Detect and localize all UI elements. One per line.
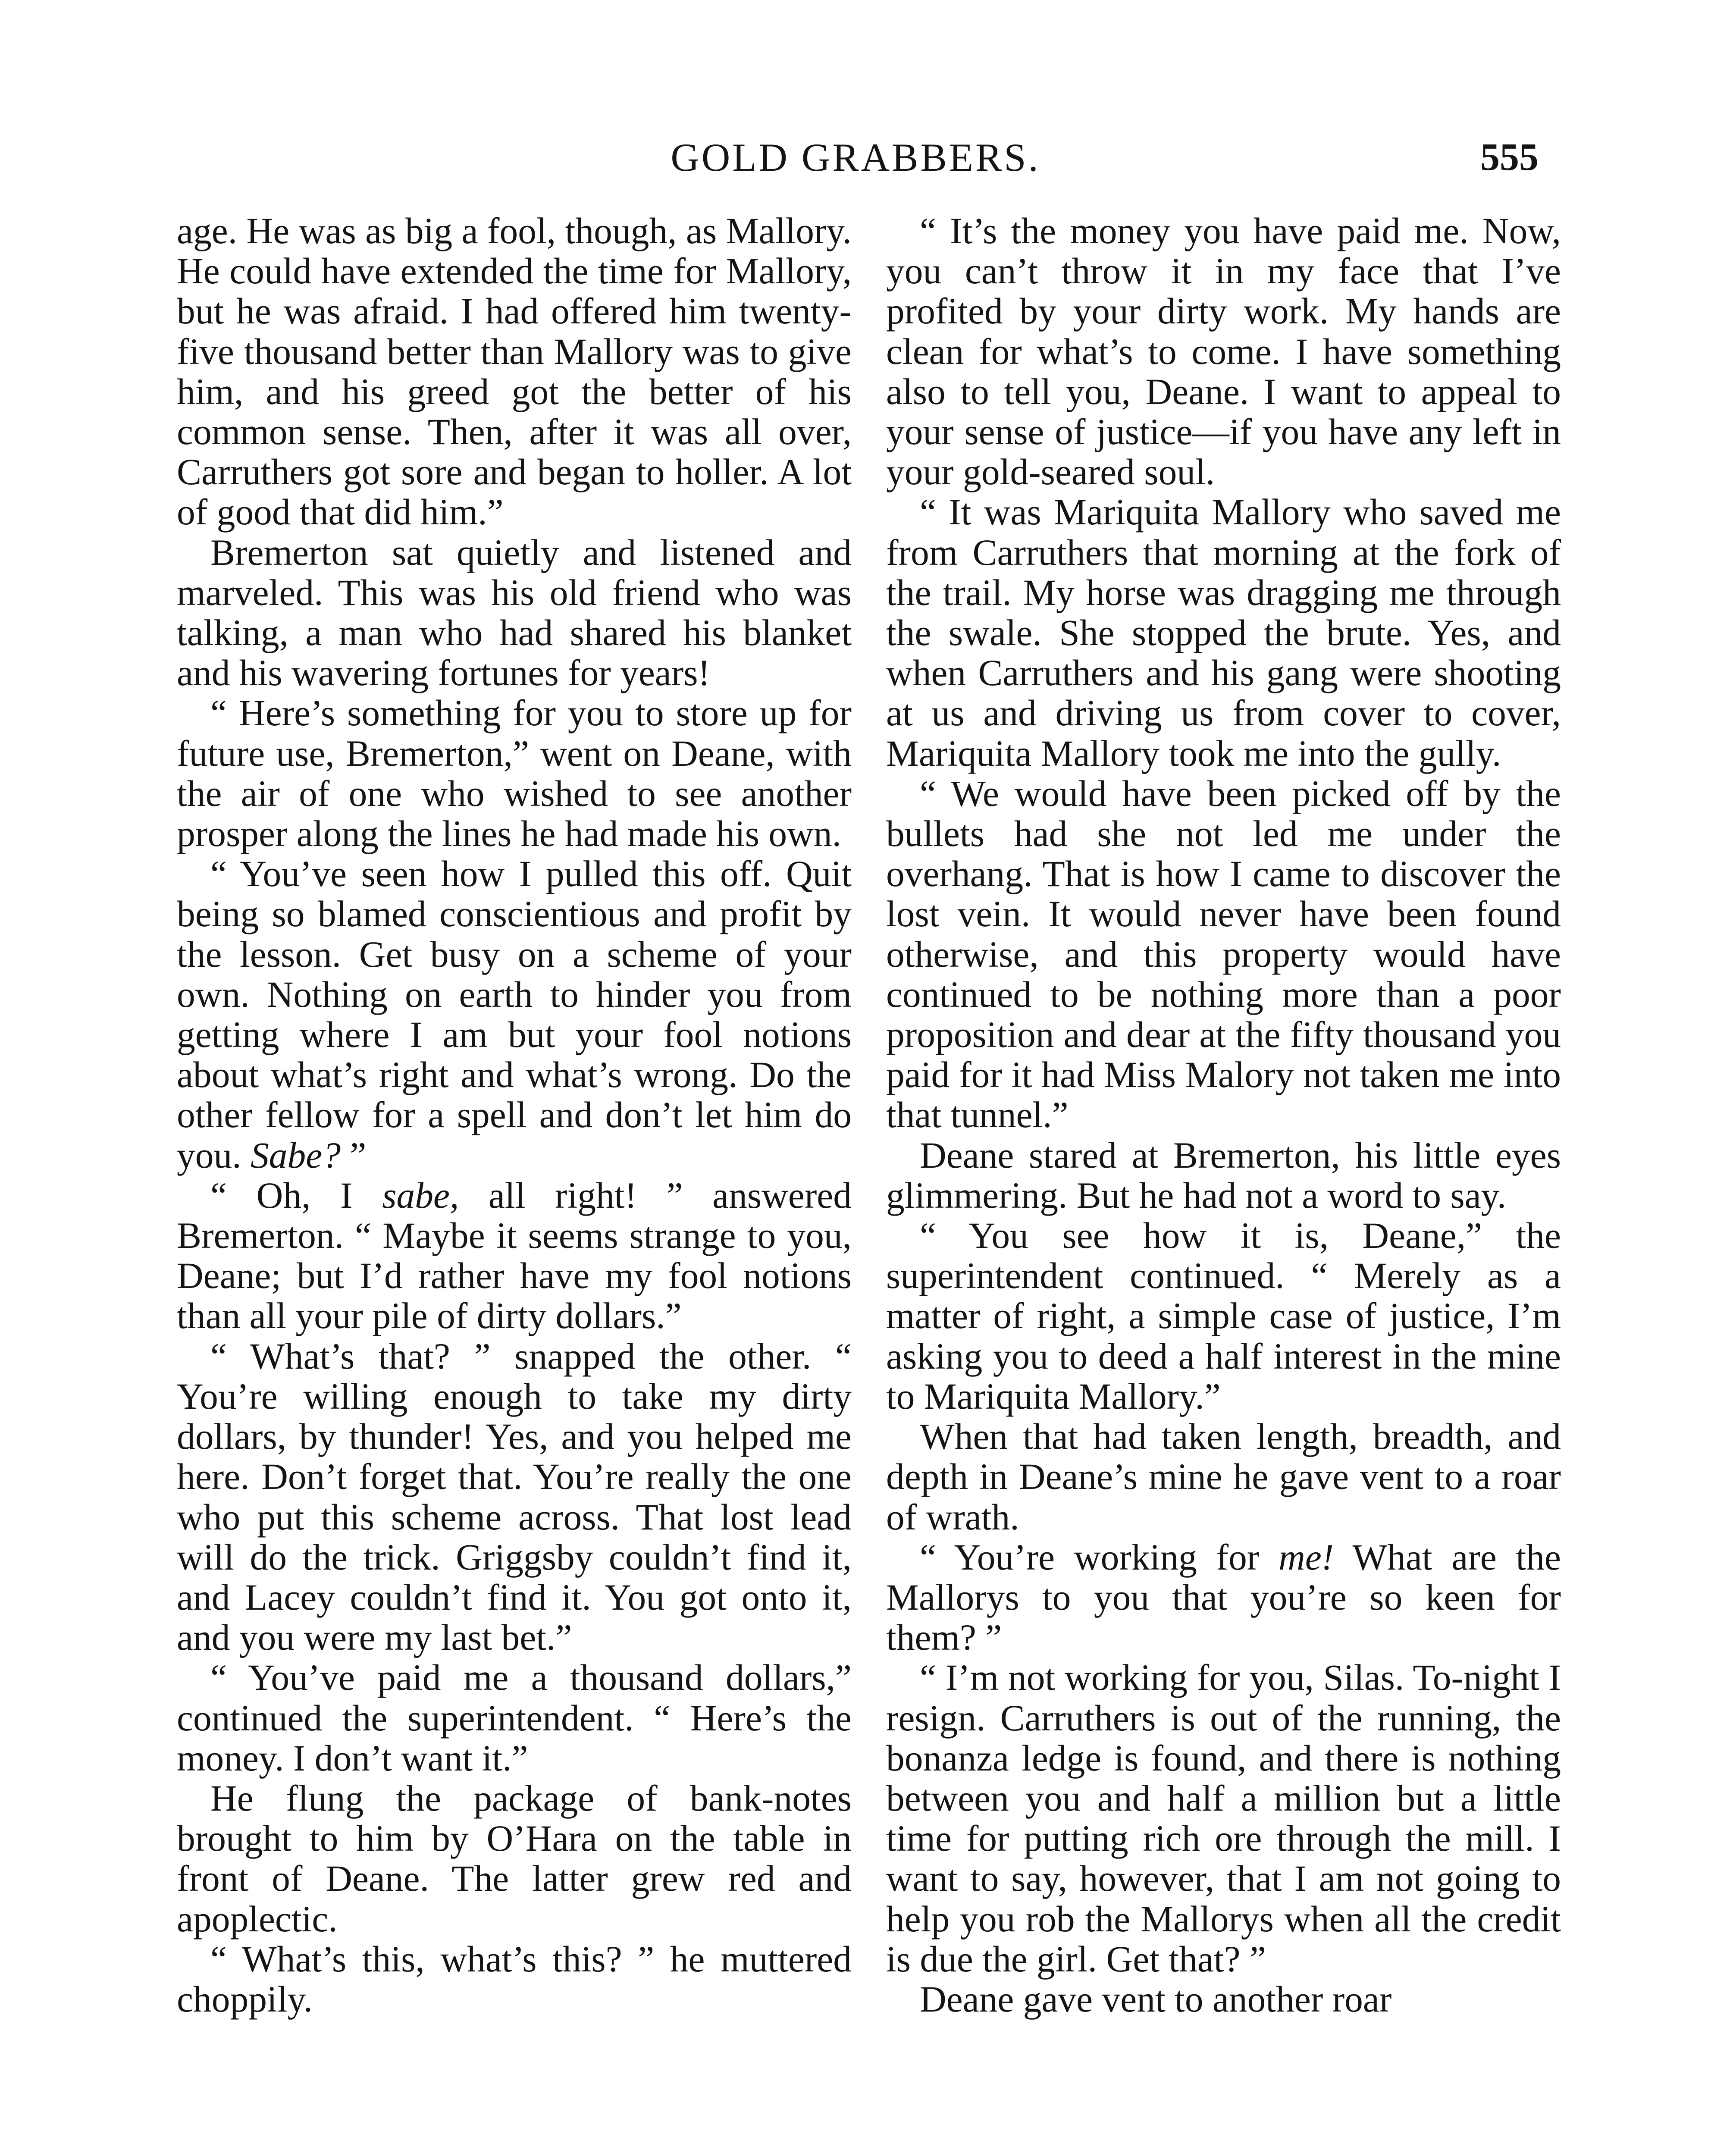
paragraph: He flung the package of bank-notes brought to him by O’Hara on the table in front of Deane. The latter grew red and apoplectic. [177,1778,852,1940]
paragraph: age. He was as big a fool, though, as Mallory. He could have extended the time for Mallory, but he was afraid. I had offered him twenty-five thousand better than Mallory was to give him, and his greed got the better of his common sense. Then, after it was all over, Carruthers got sore and began to holler. A lot of good that did him.” [177,211,852,533]
paragraph: Deane gave vent to another roar [920,1979,1392,2020]
italic-word: sabe, [382,1175,459,1216]
paragraph: Bremerton sat quietly and listened and marveled. This was his old friend who was talking, a man who had shared his blanket and his wavering fortunes for years! [177,532,852,694]
paragraph: “ You see how it is, Deane,” the superintendent continued. “ Merely as a matter of right, a simple case of justice, I’m asking you to deed a half interest in the mine to Mariquita Mallory.” [886,1216,1561,1417]
paragraph: “ Here’s something for you to store up for future use, Bremerton,” went on Deane, with the air of one who wished to see another prosper along the lines he had made his own. [177,693,852,855]
page-header [0,132,1711,183]
paragraph: “ You’ve seen how I pulled this off. Quit being so blamed conscientious and profit by the lesson. Get busy on a scheme of your own. Nothing on earth to hinder you from getting where I am but your fool notions about what’s right and what’s wrong. Do the other fellow for a spell and don’t let him do you. Sabe? ” [177,854,852,1176]
left-column [177,211,852,2020]
paragraph: “ You’re working for me! What are the Mallorys to you that you’re so keen for them? ” [886,1537,1561,1658]
italic-word: me! [1279,1537,1334,1578]
paragraph: Deane stared at Bremerton, his little eyes glimmering. But he had not a word to say. [886,1135,1561,1216]
paragraph: “ We would have been picked off by the bullets had she not led me under the overhang. That is how I came to discover the lost vein. It would never have been found otherwise, and this property would have continued to be nothing more than a poor proposition and dear at the fifty thousand you paid for it had Miss Malory not taken me into that tunnel.” [886,773,1561,1136]
paragraph: When that had taken length, breadth, and depth in Deane’s mine he gave vent to a roar of wrath. [886,1416,1561,1538]
paragraph: “ I’m not working for you, Silas. To-night I resign. Carruthers is out of the running, the bonanza ledge is found, and there is nothing between you and half a million but a little time for putting rich ore through the mill. I want to say, however, that I am not going to help you rob the Mallorys when all the credit is due the girl. Get that? ” [886,1658,1561,1980]
page-number: 555 [1480,136,1539,179]
paragraph: “ Oh, I sabe, all right! ” answered Bremerton. “ Maybe it seems strange to you, Deane; but I’d rather have my fool notions than all your pile of dirty dollars.” [177,1175,852,1337]
right-column [886,211,1561,2020]
running-title: GOLD GRABBERS. [671,135,1040,179]
paragraph: “ It’s the money you have paid me. Now, you can’t throw it in my face that I’ve profited by your dirty work. My hands are clean for what’s to come. I have something also to tell you, Deane. I want to appeal to your sense of justice—if you have any left in your gold-seared soul. [886,211,1561,493]
italic-word: Sabe? [251,1135,341,1176]
paragraph: “ What’s that? ” snapped the other. “ You’re willing enough to take my dirty dollars, by thunder! Yes, and you helped me here. Don’t forget that. You’re really the one who put this scheme across. That lost lead will do the trick. Griggsby couldn’t find it, and Lacey couldn’t find it. You got onto it, and you were my last bet.” [177,1336,852,1658]
paragraph: “ What’s this, what’s this? ” he muttered choppily. [177,1939,852,2020]
paragraph: “ It was Mariquita Mallory who saved me from Carruthers that morning at the fork of the trail. My horse was dragging me through the swale. She stopped the brute. Yes, and when Carruthers and his gang were shooting at us and driving us from cover to cover, Mariquita Mallory took me into the gully. [886,492,1561,774]
paragraph: “ You’ve paid me a thousand dollars,” continued the superintendent. “ Here’s the money. I don’t want it.” [177,1658,852,1779]
